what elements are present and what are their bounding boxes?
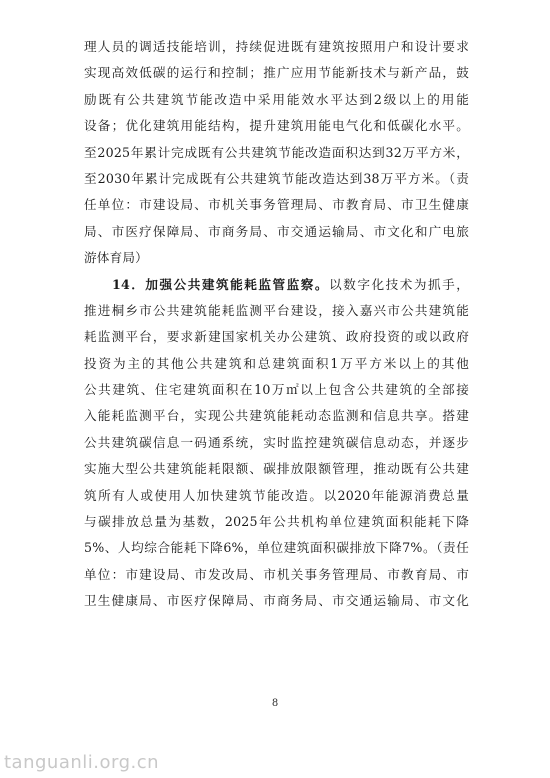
text-line: 游体育局） (84, 250, 148, 266)
text-line: 公共建筑、住宅建筑面积在10万㎡以上包含公共建筑的全部接 (84, 382, 469, 398)
text-line: 局、市医疗保障局、市商务局、市交通运输局、市文化和广电旅 (84, 223, 469, 239)
item-14-heading: 14．加强公共建筑能耗监管监察。 (112, 276, 330, 292)
body-text (84, 34, 469, 615)
item-14-first-line (84, 272, 469, 298)
text-line: 至2030年累计完成既有公共建筑节能改造达到38万平方米。（责 (84, 170, 469, 186)
text-line: 实施大型公共建筑能耗限额、碳排放限额管理，推动既有公共建 (84, 461, 469, 477)
text-line: 推进桐乡市公共建筑能耗监测平台建设，接入嘉兴市公共建筑能 (84, 302, 469, 318)
text-line: 理人员的调适技能培训，持续促进既有建筑按照用户和设计要求 (84, 39, 469, 54)
text-line: 5%、人均综合能耗下降6%，单位建筑面积碳排放下降7%。（责任 (84, 540, 469, 556)
text-line: 耗监测平台，要求新建国家机关办公建筑、政府投资的或以政府 (84, 329, 469, 345)
text-line: 筑所有人或使用人加快建筑节能改造。以2020年能源消费总量 (84, 487, 469, 503)
text-line: 至2025年累计完成既有公共建筑节能改造面积达到32万平方米， (84, 144, 469, 160)
page-number: 8 (271, 698, 279, 709)
text-line: 与碳排放总量为基数，2025年公共机构单位建筑面积能耗下降 (84, 514, 469, 530)
text-line: 单位：市建设局、市发改局、市机关事务管理局、市教育局、市 (84, 566, 469, 582)
text-line: 励既有公共建筑节能改造中采用能效水平达到2级以上的用能 (84, 91, 469, 107)
text-line: 投资为主的其他公共建筑和总建筑面积1万平方米以上的其他 (84, 355, 469, 371)
text-line: 任单位：市建设局、市机关事务管理局、市教育局、市卫生健康 (84, 197, 469, 213)
watermark: tanguanli.org.cn (4, 752, 160, 773)
text-line: 实现高效低碳的运行和控制；推广应用节能新技术与新产品，鼓 (84, 65, 469, 81)
text-line: 入能耗监测平台，实现公共建筑能耗动态监测和信息共享。搭建 (84, 408, 469, 424)
item-14-first-line-rest: 以数字化技术为抓手， (329, 276, 470, 292)
text-line: 卫生健康局、市医疗保障局、市商务局、市交通运输局、市文化 (84, 593, 469, 609)
text-line: 设备；优化建筑用能结构，提升建筑用能电气化和低碳化水平。 (84, 118, 469, 134)
text-line: 公共建筑碳信息一码通系统，实时监控建筑碳信息动态，并逐步 (84, 434, 469, 450)
